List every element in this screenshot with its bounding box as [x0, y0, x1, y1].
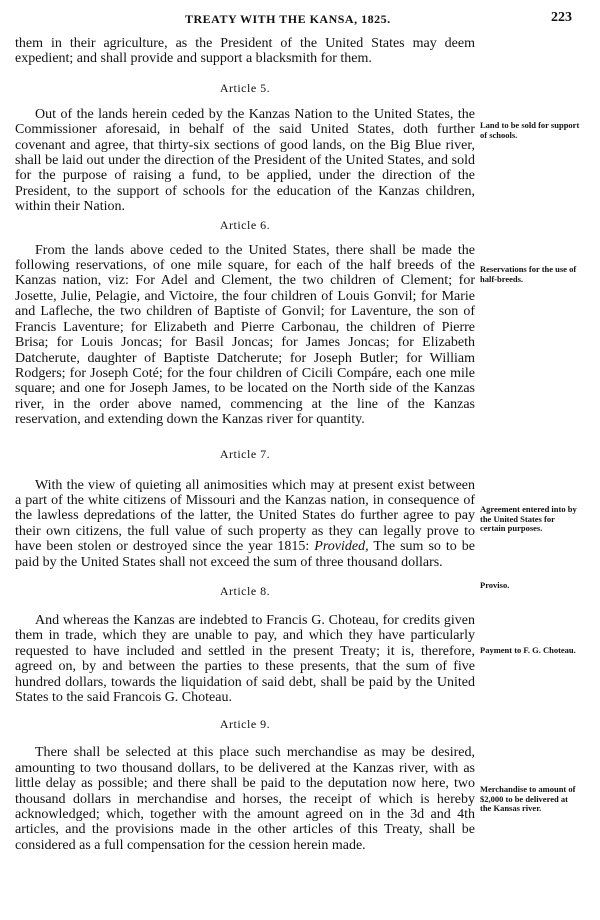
article-6-heading: Article 6.: [219, 217, 271, 232]
article-7-body: With the view of quieting all animosities which may at present exist between a part of the white citizens of Missouri and the Kanzas nation, in consequence of the lawless depredations of the latter, the United States do further agree to pay their own citizens, the full value of such property as they can legally prove to have been stolen or destroyed since the year 1815:: [15, 477, 475, 555]
paragraph-continuation: them in their agriculture, as the President of the United States may deem expedient; and shall provide and support a blacksmith for them.: [15, 36, 475, 67]
margin-note-merchandise: Merchandise to amount of $2,000 to be delivered at the Kansas river.: [480, 784, 576, 813]
article-5-text: Out of the lands herein ceded by the Kanzas Nation to the United States, the Commissioner aforesaid, in behalf of the said United States, doth further covenant and agree, that thirty-six sections of good lands, on the Big Blue river, shall be laid out under the direction of the President of the United States, and sold for the purpose of raising a fund, to be applied, under the direction of the President, to the support of schools for the education of the Kanzas children, within their Nation.: [15, 106, 475, 215]
page-number: 223: [551, 10, 572, 25]
article-7-heading: Article 7.: [219, 446, 271, 461]
body-text: [15, 36, 475, 853]
margin-note-schools: Land to be sold for support of schools.: [480, 120, 580, 140]
article-5-heading: Article 5.: [219, 80, 271, 95]
margin-note-agreement: Agreement entered into by the United States for certain purposes.: [480, 504, 577, 533]
article-6-text: From the lands above ceded to the United States, there shall be made the following reservations, of one mile square, for each of the half breeds of the Kanzas nation, viz: For Adel and Clement, the two children of Clement; for Josette, Julie, Pelagie, and Victoire, the four children of Louis Gonvil; for Marie and Lafleche, the two children of Baptiste of Gonvil; for Laventure, the son of Francis Laventure; for Elizabeth and Pierre Carbonau, the children of Pierre Brisa; for Louis Joncas; for Basil Joncas; for James Joncas; for Elizabeth Datcherute, daughter of Baptiste Datcherute; for Joseph Butler; for William Rodgers; for Joseph Coté; for the four children of Cicili Compáre, each one mile square; and one for Joseph James, to be located on the North side of the Kanzas river, in the order above named, commencing at the line of the Kanzas reservation, and extending down the Kanzas river for quantity.: [15, 242, 475, 428]
proviso-word: Provided,: [314, 539, 369, 555]
article-9-text: There shall be selected at this place such merchandise as may be desired, amounting to two thousand dollars, to be delivered at the Kanzas river, with as little delay as possible; and there shall be paid to the deputation now here, two thousand dollars in merchandise and horses, the receipt of which is hereby acknowledged; which, together with the amount agreed on in the 3d and 4th articles, and the provisions made in the other articles of this Treaty, shall be considered as a full compensation for the cession herein made.: [15, 745, 475, 853]
margin-note-payment: Payment to F. G. Choteau.: [480, 645, 576, 655]
proviso-text: The sum so to be paid by the United States shall not exceed the sum of three thousand dollars.: [15, 539, 476, 570]
article-7-text: [15, 478, 475, 570]
margin-note-half-breeds: Reservations for the use of half-breeds.: [480, 264, 577, 284]
margin-note-proviso: Proviso.: [480, 580, 510, 590]
article-8-text: And whereas the Kanzas are indebted to Francis G. Choteau, for credits given them in trade, which they are unable to pay, and which they have particularly requested to have included and settled in the present Treaty; it is, therefore, agreed on, by and between the parties to these presents, that the sum of five hundred dollars, towards the liquidation of said debt, shall be paid by the United States to the said Francois G. Choteau.: [15, 612, 475, 705]
running-title: TREATY WITH THE KANSA, 1825.: [185, 12, 391, 26]
article-9-heading: Article 9.: [219, 717, 271, 732]
article-8-heading: Article 8.: [219, 583, 271, 598]
page-header: [0, 10, 600, 28]
